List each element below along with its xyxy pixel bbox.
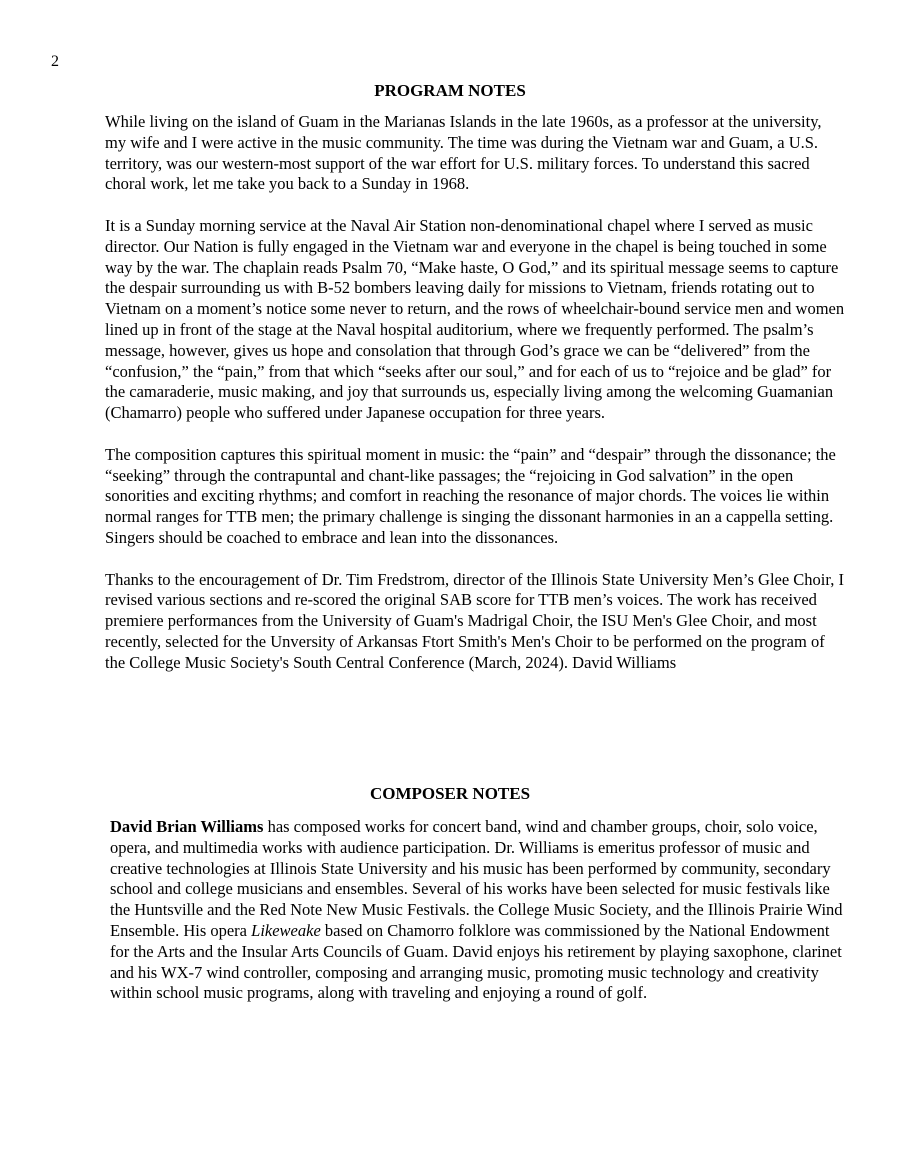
program-notes-paragraph: It is a Sunday morning service at the Naval Air Station non-denominational chapel where I served as music director. Our Nation is fully engaged in the Vietnam war and everyone in the chapel is being touched in some way by the war. The chaplain reads Psalm 70, “Make haste, O God,” and its spiritual message seems to capture the despair surrounding us with B-52 bombers leaving daily for missions to Vietnam, friends rotating out to Vietnam on a moment’s notice some never to return, and the rows of wheelchair-bound service men and women lined up in front of the stage at the Naval hospital auditorium, where we frequently performed. The psalm’s message, however, gives us hope and consolation that through God’s grace we can be “delivered” from the “confusion,” the “pain,” from that which “seeks after our soul,” and for each of us to “rejoice and be glad” for the camaraderie, music making, and joy that surrounds us, especially living among the welcoming Guamanian (Chamarro) people who suffered under Japanese occupation for three years. [105,215,845,423]
composer-name: David Brian Williams [110,817,264,836]
composer-bio-text-continued: based on Chamorro folklore was commissioned by the National Endowment for the Arts and the Insular Arts Councils of Guam. David enjoys his retirement by playing saxophone, clarinet and his WX-7 wind controller, composing and arranging music, promoting music technology and creativity within school music programs, along with traveling and enjoying a round of golf. [110,920,842,1003]
program-notes-paragraph: While living on the island of Guam in the Marianas Islands in the late 1960s, as a professor at the university, my wife and I were active in the music community. The time was during the Vietnam war and Guam, a U.S. territory, was our western-most support of the war effort for U.S. military forces. To understand this sacred choral work, let me take you back to a Sunday in 1968. [105,112,822,194]
composer-bio-text: has composed works for concert band, wind and chamber groups, choir, solo voice, opera, and multimedia works with audience participation. Dr. Williams is emeritus professor of music and creative technologies at Illinois State University and his music has been performed by community, secondary school and college musicians and ensembles. Several of his works have been selected for music festivals like the Huntsville and the Red Note New Music Festivals. the College Music Society, and the Illinois Prairie Wind Ensemble. His opera [110,817,843,940]
program-notes-paragraph: The composition captures this spiritual moment in music: the “pain” and “despair” through the dissonance; the “seeking” through the contrapuntal and chant-like passages; the “rejoicing in God salvation” in the open sonorities and exciting rhythms; and comfort in reaching the resonance of major chords. The voices lie within normal ranges for TTB men; the primary challenge is singing the dissonant harmonies in an a cappella setting. Singers should be coached to embrace and lean into the dissonances. [105,444,836,547]
composer-notes-heading: COMPOSER NOTES [369,784,531,803]
composer-bio-paragraph [110,817,845,1004]
page-number: 2 [51,53,59,70]
program-notes-body [105,112,845,674]
program-notes-heading: PROGRAM NOTES [374,81,526,100]
composer-notes-body [110,817,845,1004]
program-notes-paragraph: Thanks to the encouragement of Dr. Tim Fredstrom, director of the Illinois State University Men’s Glee Choir, I revised various sections and re-scored the original SAB score for TTB men’s voices. The work has received premiere performances from the University of Guam's Madrigal Choir, the ISU Men's Glee Choir, and most recently, selected for the Unversity of Arkansas Ftort Smith's Men's Choir to be performed on the program of the College Music Society's South Central Conference (March, 2024). David Williams [105,569,844,672]
opera-title: Likeweake [251,920,321,940]
